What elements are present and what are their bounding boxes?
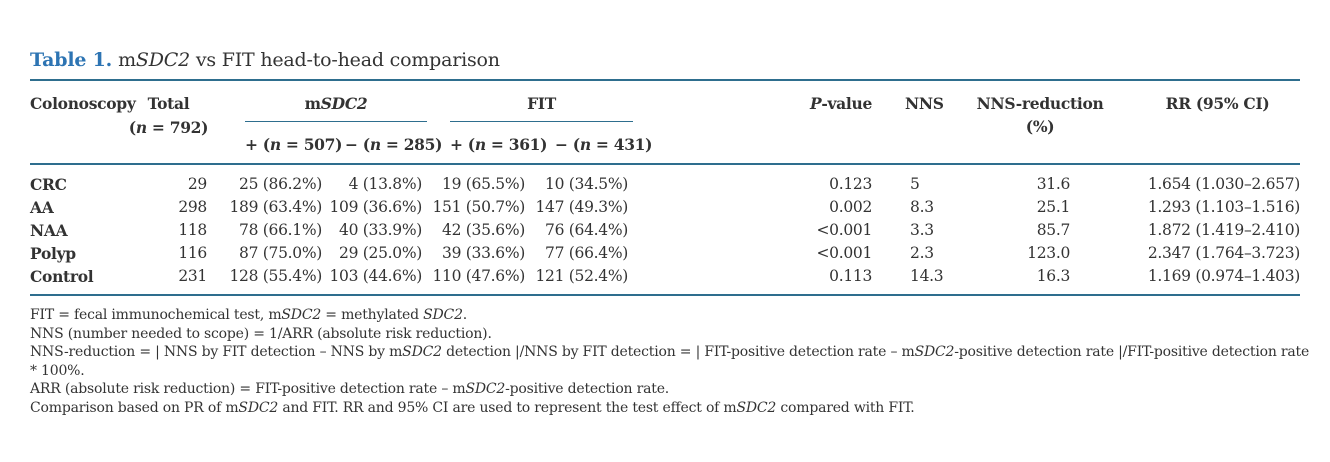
cell-fit-negative: 147 (49.3%) (535, 198, 629, 216)
cell-msdc2-positive: 25 (86.2%) (212, 164, 327, 196)
col-header-nns: NNS (905, 94, 944, 113)
col-header-total-line1: Total (147, 94, 190, 113)
cell-fit-positive: 110 (47.6%) (427, 265, 530, 295)
cell-p-value: 0.123 (633, 164, 877, 196)
cell-fit-positive: 19 (65.5%) (427, 164, 530, 196)
cell-nns-reduction: 123.0 (1027, 244, 1071, 262)
cell-label: AA (30, 198, 54, 217)
col-header-nns-reduction (955, 80, 1105, 164)
cell-total: 118 (178, 221, 207, 239)
col-header-fit-positive: + (n = 361) (450, 135, 548, 154)
cell-fit-negative: 76 (64.4%) (545, 221, 629, 239)
footnote-nns-definition: NNS (number needed to scope) = 1/ARR (absolute risk reduction). (30, 325, 492, 342)
cell-msdc2-positive: 128 (55.4%) (212, 265, 327, 295)
table-row-naa (30, 219, 1300, 242)
cell-total: 29 (125, 164, 212, 196)
cell-msdc2-negative: 103 (44.6%) (327, 265, 427, 295)
cell-p-value: 0.002 (829, 198, 873, 216)
cell-nns-reduction: 85.7 (1036, 221, 1071, 239)
comparison-table (30, 79, 1300, 296)
cell-label: Control (30, 265, 125, 295)
cell-nns: 8.3 (910, 198, 934, 216)
table-body (30, 164, 1300, 295)
footnote-abbreviations: FIT = fecal immunochemical test, mSDC2 = methylated SDC2. (30, 307, 468, 323)
cell-p-value: <0.001 (816, 244, 873, 262)
col-header-total (125, 80, 212, 164)
cell-msdc2-negative: 109 (36.6%) (329, 198, 423, 216)
cell-msdc2-negative: 40 (33.9%) (339, 221, 423, 239)
cell-label: CRC (30, 164, 125, 196)
col-header-p-value: P-value (809, 94, 873, 113)
col-group-fit-label: FIT (450, 92, 633, 122)
col-header-msdc2-positive: + (n = 507) (245, 135, 343, 154)
cell-msdc2-positive: 78 (66.1%) (239, 221, 322, 239)
footnote-comparison-note: Comparison based on PR of mSDC2 and FIT. RR and 95% CI are used to represent the test effect of mSDC2 compared with FIT. (30, 399, 915, 416)
cell-fit-negative: 77 (66.4%) (545, 244, 629, 262)
cell-fit-negative: 10 (34.5%) (530, 164, 633, 196)
cell-fit-negative: 121 (52.4%) (530, 265, 633, 295)
col-header-total-line2: (n = 792) (128, 118, 209, 137)
cell-nns-reduction: 16.3 (955, 265, 1105, 295)
cell-nns: 5 (877, 164, 955, 196)
cell-nns: 14.3 (877, 265, 955, 295)
cell-nns-reduction: 25.1 (1036, 198, 1071, 216)
table-footnotes (30, 306, 1310, 417)
cell-fit-positive: 151 (50.7%) (432, 198, 526, 216)
table-row-crc (30, 164, 1300, 196)
table-header (30, 80, 1300, 164)
cell-msdc2-positive: 189 (63.4%) (229, 198, 322, 216)
cell-rr: 1.654 (1.030–2.657) (1105, 164, 1300, 196)
table-row-control (30, 265, 1300, 295)
table-caption-text: mSDC2 vs FIT head-to-head comparison (118, 49, 500, 71)
table-caption (30, 49, 500, 71)
cell-msdc2-positive: 87 (75.0%) (239, 244, 322, 262)
cell-fit-positive: 39 (33.6%) (442, 244, 526, 262)
cell-fit-positive: 42 (35.6%) (442, 221, 526, 239)
col-header-nns-reduction-line1: NNS-reduction (976, 94, 1104, 113)
col-header-rr: RR (95% CI) (1165, 94, 1270, 113)
cell-nns: 3.3 (910, 221, 934, 239)
cell-total: 116 (178, 244, 207, 262)
header-row-groups (30, 80, 1300, 122)
cell-rr: 1.293 (1.103–1.516) (1147, 198, 1301, 216)
cell-label: NAA (30, 221, 68, 240)
cell-msdc2-negative: 4 (13.8%) (327, 164, 427, 196)
col-header-nns-reduction-line2: (%) (1025, 117, 1055, 136)
cell-rr: 1.872 (1.419–2.410) (1147, 221, 1301, 239)
table-row-aa (30, 196, 1300, 219)
cell-total: 298 (178, 198, 207, 216)
table-row-polyp (30, 242, 1300, 265)
col-group-msdc2 (212, 80, 427, 122)
col-header-msdc2-negative: − (n = 285) (345, 135, 443, 154)
table-caption-number: Table 1. (30, 49, 113, 71)
footnote-arr-definition: ARR (absolute risk reduction) = FIT-positive detection rate – mSDC2-positive detection rate. (30, 381, 670, 397)
cell-rr: 2.347 (1.764–3.723) (1147, 244, 1301, 262)
col-header-fit-negative: − (n = 431) (555, 135, 653, 154)
cell-nns-reduction: 31.6 (955, 164, 1105, 196)
cell-nns: 2.3 (910, 244, 934, 262)
cell-total: 231 (125, 265, 212, 295)
footnote-nns-reduction-definition: NNS-reduction = | NNS by FIT detection – NNS by mSDC2 detection |/NNS by FIT detection = | FIT-positive detection rate – mSDC2-positive detection rate |/FIT-positive detection rate * 100%. (30, 344, 1310, 379)
cell-p-value: <0.001 (816, 221, 873, 239)
col-header-colonoscopy: Colonoscopy (30, 94, 136, 113)
cell-p-value: 0.113 (633, 265, 877, 295)
cell-label: Polyp (30, 244, 76, 263)
col-group-msdc2-label: mSDC2 (245, 92, 427, 122)
cell-rr: 1.169 (0.974–1.403) (1105, 265, 1300, 295)
col-group-fit (427, 80, 633, 122)
cell-msdc2-negative: 29 (25.0%) (339, 244, 423, 262)
